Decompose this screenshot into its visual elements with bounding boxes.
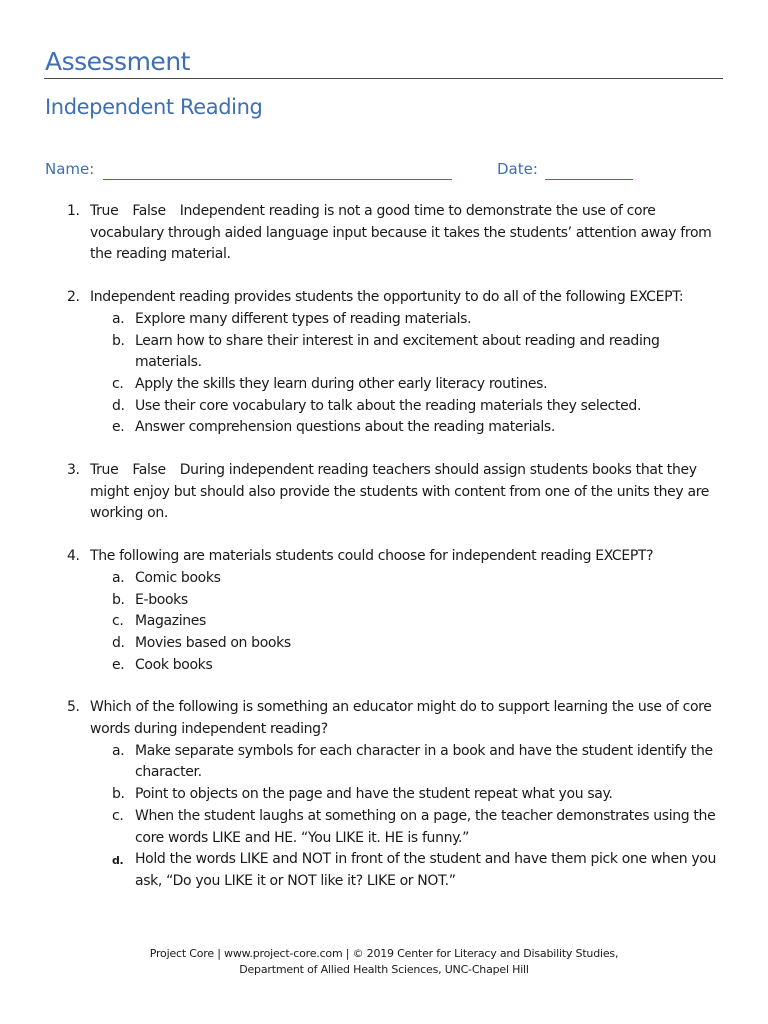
- answer-options: [0, 741, 768, 893]
- question-number: 5.: [67, 699, 80, 716]
- question-number: 1.: [67, 203, 80, 219]
- title-divider: [44, 78, 723, 79]
- page-subtitle: Independent Reading: [45, 95, 263, 119]
- answer-option-b[interactable]: [0, 784, 768, 806]
- answer-option-a[interactable]: [0, 309, 768, 331]
- option-text: When the student laughs at something on a page, the teacher demonstrates using the core words LIKE and HE. “You LIKE it. HE is funny.”: [135, 807, 716, 846]
- name-label: Name:: [45, 160, 95, 178]
- page-footer: [0, 946, 768, 978]
- option-letter: e.: [112, 419, 125, 436]
- option-text: Learn how to share their interest in and excitement about reading and reading materials.: [135, 332, 660, 371]
- option-text: Movies based on books: [135, 634, 291, 651]
- option-text: Magazines: [135, 613, 206, 630]
- question-number: 2.: [67, 289, 80, 306]
- option-letter: b.: [112, 786, 125, 803]
- true-option[interactable]: True: [90, 203, 119, 219]
- option-letter: a.: [112, 742, 125, 759]
- question-statement: Independent reading provides students the opportunity to do all of the following EXCEPT:: [90, 289, 684, 306]
- answer-option-d[interactable]: [0, 633, 768, 655]
- option-text: Answer comprehension questions about the reading materials.: [135, 419, 555, 436]
- answer-options: [0, 309, 768, 439]
- option-text: Explore many different types of reading materials.: [135, 310, 472, 327]
- false-option[interactable]: False: [132, 203, 166, 219]
- answer-option-d[interactable]: [0, 396, 768, 418]
- answer-option-c[interactable]: [0, 611, 768, 633]
- question-statement: During independent reading teachers should assign students books that they might enjoy but should also provide the students with content from one of the units they are working on.: [90, 462, 710, 522]
- answer-option-d[interactable]: [0, 849, 768, 892]
- answer-option-b[interactable]: [0, 590, 768, 612]
- question-4: [0, 546, 768, 676]
- question-statement: The following are materials students could choose for independent reading EXCEPT?: [90, 548, 654, 565]
- page-title: Assessment: [45, 47, 190, 76]
- question-number: 4.: [67, 548, 80, 565]
- footer-line-2: Department of Allied Health Sciences, UNC-Chapel Hill: [239, 963, 529, 976]
- question-statement: Which of the following is something an educator might do to support learning the use of core words during independent reading?: [90, 699, 712, 738]
- question-text: [90, 460, 725, 525]
- true-option[interactable]: True: [90, 462, 119, 479]
- answer-option-c[interactable]: [0, 374, 768, 396]
- name-date-row: [45, 160, 725, 184]
- question-2: [0, 287, 768, 439]
- false-option[interactable]: False: [132, 462, 166, 479]
- option-letter: b.: [112, 591, 125, 608]
- option-letter: e.: [112, 656, 125, 673]
- answer-option-c[interactable]: [0, 806, 768, 849]
- option-letter: a.: [112, 310, 125, 327]
- option-letter: d.: [112, 397, 125, 414]
- date-label: Date:: [497, 160, 538, 178]
- answer-option-b[interactable]: [0, 331, 768, 374]
- answer-option-e[interactable]: [0, 417, 768, 439]
- footer-line-1: Project Core | www.project-core.com | © 2019 Center for Literacy and Disability Studies,: [149, 947, 619, 960]
- option-letter: a.: [112, 569, 125, 586]
- option-text: Use their core vocabulary to talk about the reading materials they selected.: [135, 397, 642, 414]
- question-5: [0, 697, 768, 892]
- answer-option-a[interactable]: [0, 568, 768, 590]
- date-blank-line[interactable]: [545, 179, 633, 180]
- option-text: E-books: [135, 591, 188, 608]
- name-blank-line[interactable]: [103, 179, 452, 180]
- option-text: Make separate symbols for each character in a book and have the student identify the character.: [135, 742, 713, 781]
- option-text: Point to objects on the page and have the student repeat what you say.: [135, 786, 613, 803]
- option-letter: d.: [112, 634, 125, 651]
- option-letter: c.: [112, 613, 124, 630]
- question-3: [0, 460, 768, 525]
- option-letter: c.: [112, 375, 124, 392]
- answer-option-e[interactable]: [0, 655, 768, 677]
- question-1: [0, 201, 768, 266]
- option-letter: d.: [112, 854, 124, 868]
- answer-options: [0, 568, 768, 677]
- option-letter: c.: [112, 807, 124, 824]
- option-text: Hold the words LIKE and NOT in front of the student and have them pick one when you ask, “Do you LIKE it or NOT like it? LIKE or NOT.”: [135, 851, 717, 889]
- option-text: Cook books: [135, 656, 213, 673]
- option-letter: b.: [112, 332, 125, 349]
- option-text: Apply the skills they learn during other early literacy routines.: [135, 375, 548, 392]
- question-list: [0, 201, 768, 914]
- question-number: 3.: [67, 462, 80, 479]
- question-statement: Independent reading is not a good time to demonstrate the use of core vocabulary through aided language input because it takes the students’ attention away from the reading material.: [90, 203, 712, 263]
- answer-option-a[interactable]: [0, 741, 768, 784]
- option-text: Comic books: [135, 569, 221, 586]
- question-text: [90, 201, 725, 266]
